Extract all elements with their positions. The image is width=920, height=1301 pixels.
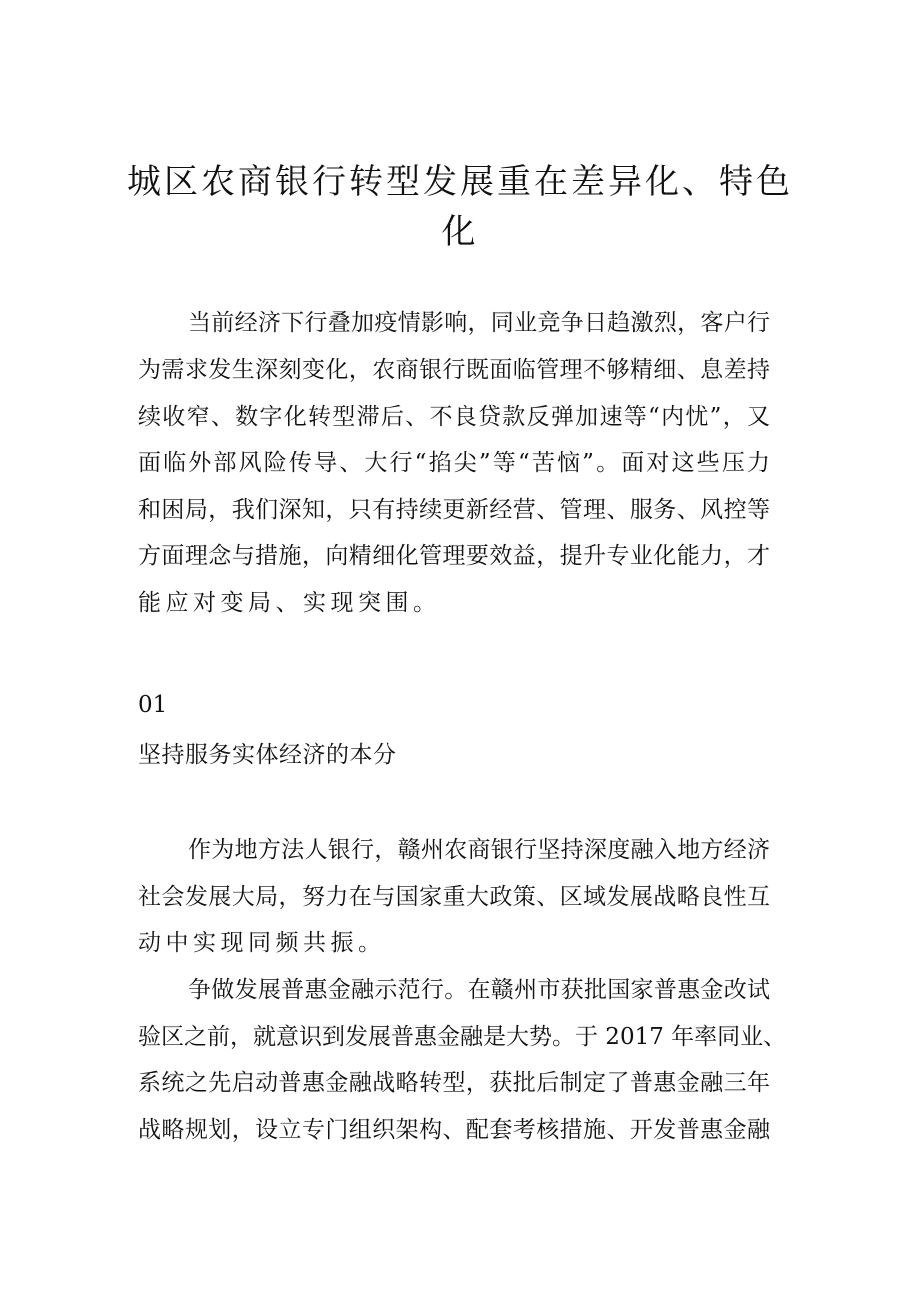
section-heading: 坚持服务实体经济的本分 xyxy=(138,742,397,768)
paragraph-line: 方面理念与措施，向精细化管理要效益，提升专业化能力，才 xyxy=(138,543,770,569)
paragraph-line: 和困局，我们深知，只有持续更新经营、管理、服务、风控等 xyxy=(138,497,770,523)
paragraph-line: 争做发展普惠金融示范行。在赣州市获批国家普惠金改试 xyxy=(188,977,770,1003)
paragraph-line: 能应对变局、实现突围。 xyxy=(138,590,441,616)
paragraph-line: 战略规划，设立专门组织架构、配套考核措施、开发普惠金融 xyxy=(138,1117,770,1143)
paragraph-line: 动中实现同频共振。 xyxy=(138,930,386,956)
document-title-line-2: 化 xyxy=(441,212,479,252)
section-number: 01 xyxy=(138,692,168,718)
paragraph-line: 当前经济下行叠加疫情影响，同业竞争日趋激烈，客户行 xyxy=(188,310,770,336)
paragraph-line: 为需求发生深刻变化，农商银行既面临管理不够精细、息差持 xyxy=(138,357,770,383)
paragraph-line: 社会发展大局，努力在与国家重大政策、区域发展战略良性互 xyxy=(138,884,770,910)
paragraph-line: 作为地方法人银行，赣州农商银行坚持深度融入地方经济 xyxy=(188,837,770,863)
paragraph-line: 面临外部风险传导、大行“掐尖”等“苦恼”。面对这些压力 xyxy=(138,450,770,476)
paragraph-line: 系统之先启动普惠金融战略转型，获批后制定了普惠金融三年 xyxy=(138,1070,770,1096)
paragraph-line: 续收窄、数字化转型滞后、不良贷款反弹加速等“内忧”，又 xyxy=(138,404,770,430)
paragraph-line: 验区之前，就意识到发展普惠金融是大势。于 2017 年率同业、 xyxy=(138,1024,787,1050)
document-title-line-1: 城区农商银行转型发展重在差异化、特色 xyxy=(127,162,793,202)
